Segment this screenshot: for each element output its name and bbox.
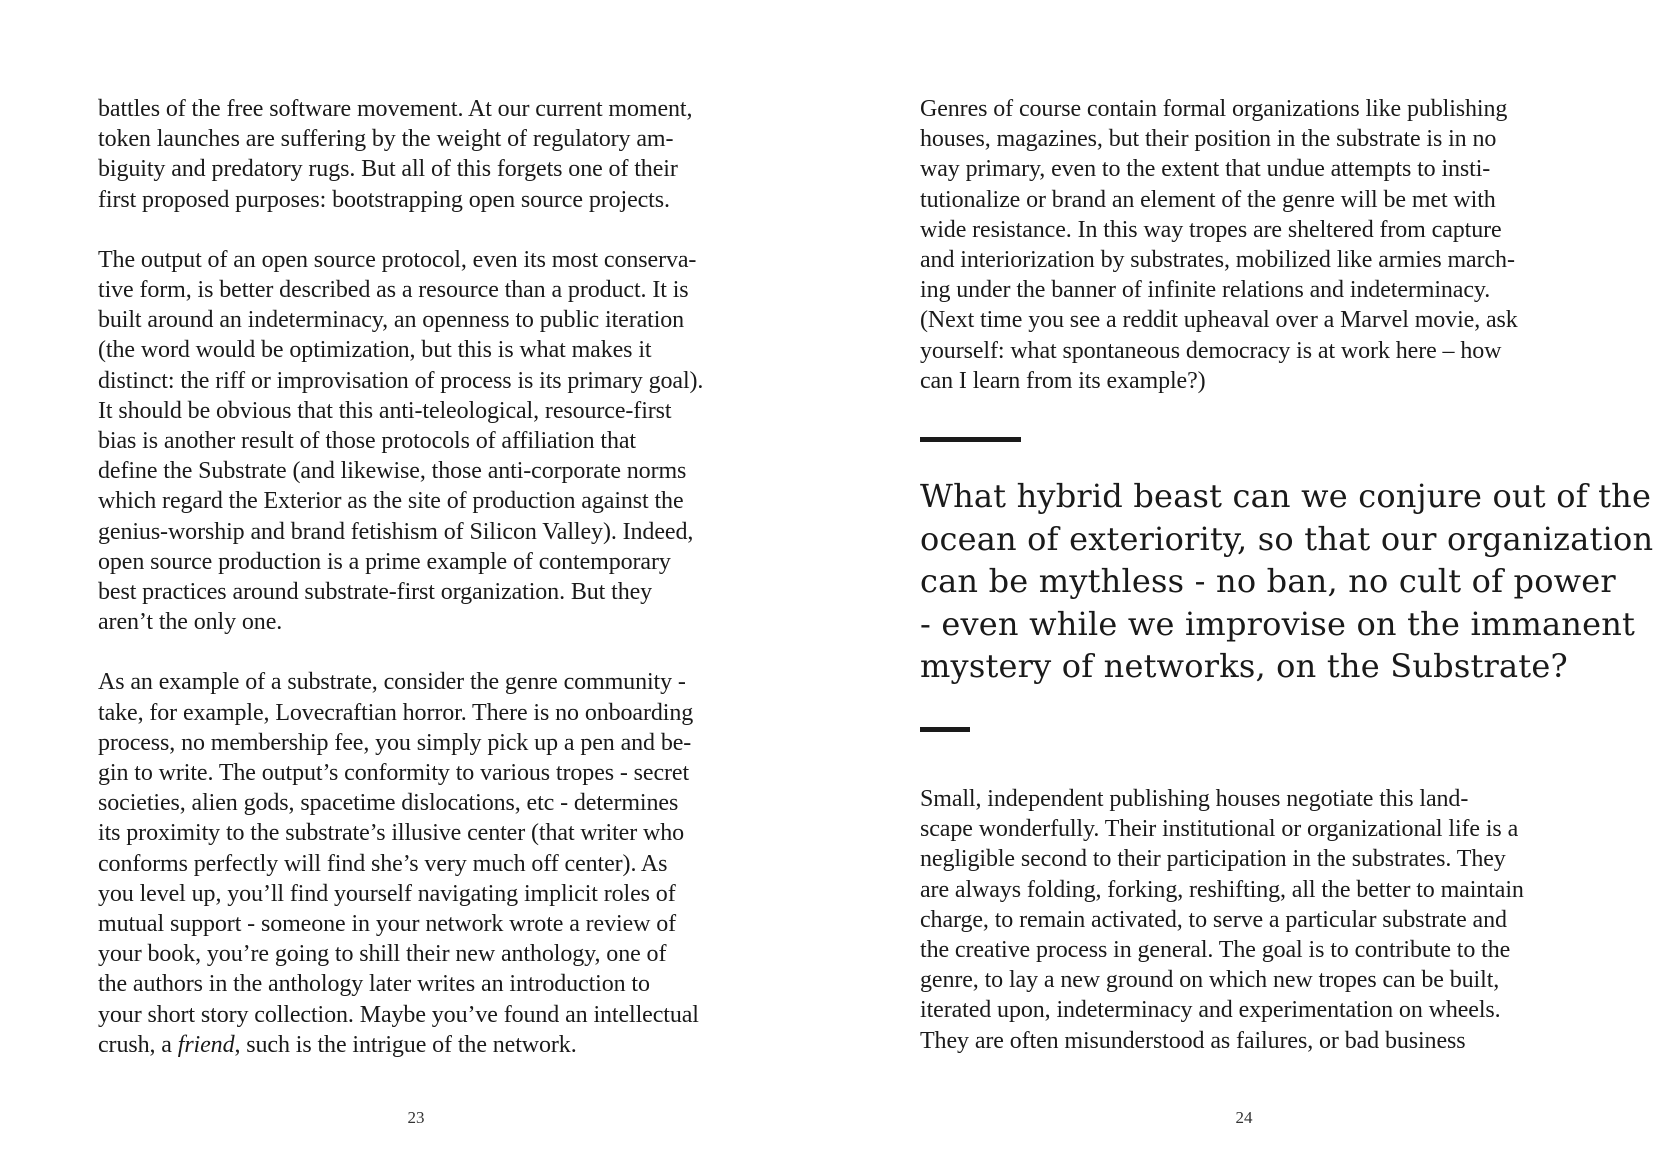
text-line: yourself: what spontaneous democracy is at work here – how: [920, 337, 1502, 364]
text-line: way primary, even to the extent that undue attempts to insti-: [920, 156, 1491, 183]
text-line: They are often misunderstood as failures, or bad business: [920, 1027, 1466, 1054]
emphasis-word: friend: [177, 1031, 235, 1058]
text-fragment: , such is the intrigue of the network.: [234, 1031, 577, 1058]
text-line: Small, independent publishing houses negotiate this land-: [920, 786, 1469, 812]
text-line: wide resistance. In this way tropes are sheltered from capture: [920, 216, 1502, 243]
text-line: first proposed purposes: bootstrapping open source projects.: [98, 186, 670, 213]
text-line: bias is another result of those protocols of affiliation that: [98, 428, 637, 455]
text-line: battles of the free software movement. At our current moment,: [98, 96, 693, 122]
right-paragraph-2: [920, 784, 1580, 1056]
text-line: Genres of course contain formal organizations like publishing: [920, 96, 1508, 122]
text-line: genre, to lay a new ground on which new tropes can be built,: [920, 967, 1500, 994]
text-line: your short story collection. Maybe you’ve found an intellectual: [98, 1001, 699, 1028]
text-line: open source production is a prime example of contemporary: [98, 548, 671, 575]
pull-quote-line: can be mythless - no ban, no cult of power: [920, 562, 1616, 600]
pull-quote-line: What hybrid beast can we conjure out of the: [920, 477, 1652, 515]
text-line: gin to write. The output’s conformity to various tropes - secret: [98, 760, 690, 787]
text-line: you level up, you’ll find yourself navigating implicit roles of: [98, 880, 676, 907]
text-line: tutionalize or brand an element of the genre will be met with: [920, 186, 1496, 213]
text-line-emphasis: [98, 1030, 738, 1060]
pull-quote-line: ocean of exteriority, so that our organization: [920, 519, 1654, 558]
left-paragraph-3: [98, 667, 738, 1060]
text-line: your book, you’re going to shill their new anthology, one of: [98, 941, 667, 968]
paragraph-gap: [98, 637, 738, 667]
page-number: 24: [1235, 1108, 1253, 1127]
page-number: 23: [407, 1108, 425, 1127]
right-page: [827, 0, 1654, 1166]
text-line: conforms perfectly will find she’s very much off center). As: [98, 850, 668, 877]
pull-quote-rule-bottom: [920, 727, 970, 732]
text-line: mutual support - someone in your network wrote a review of: [98, 911, 677, 938]
text-line: are always folding, forking, reshifting, all the better to maintain: [920, 876, 1524, 903]
text-line: scape wonderfully. Their institutional or organizational life is a: [920, 816, 1519, 843]
left-paragraph-2: [98, 245, 738, 638]
text-line: The output of an open source protocol, even its most conserva-: [98, 246, 697, 273]
text-line: its proximity to the substrate’s illusive center (that writer who: [98, 820, 685, 847]
text-line: genius-worship and brand fetishism of Silicon Valley). Indeed,: [98, 518, 694, 545]
text-line: houses, magazines, but their position in the substrate is in no: [920, 126, 1497, 153]
text-line: best practices around substrate-first organization. But they: [98, 579, 653, 606]
text-line: ing under the banner of infinite relations and indeterminacy.: [920, 277, 1491, 304]
text-line: biguity and predatory rugs. But all of this forgets one of their: [98, 156, 678, 183]
text-line: built around an indeterminacy, an openness to public iteration: [98, 307, 685, 334]
pull-quote: [920, 475, 1654, 688]
text-line: take, for example, Lovecraftian horror. There is no onboarding: [98, 699, 694, 726]
text-line: token launches are suffering by the weight of regulatory am-: [98, 126, 674, 153]
text-line: As an example of a substrate, consider the genre community -: [98, 669, 686, 696]
text-line: define the Substrate (and likewise, those anti-corporate norms: [98, 458, 687, 485]
text-line: societies, alien gods, spacetime dislocations, etc - determines: [98, 790, 679, 817]
pull-quote-rule-top: [920, 437, 1021, 442]
text-line: the creative process in general. The goal is to contribute to the: [920, 937, 1511, 964]
text-line: (Next time you see a reddit upheaval over a Marvel movie, ask: [920, 307, 1518, 334]
text-line: can I learn from its example?): [920, 367, 1206, 394]
text-line: the authors in the anthology later writes an introduction to: [98, 971, 650, 998]
text-line: charge, to remain activated, to serve a particular substrate and: [920, 906, 1507, 933]
paragraph-gap: [98, 215, 738, 245]
left-paragraph-1: [98, 94, 738, 215]
text-line: distinct: the riff or improvisation of process is its primary goal).: [98, 367, 704, 394]
text-line: (the word would be optimization, but this is what makes it: [98, 337, 652, 364]
text-line: It should be obvious that this anti-teleological, resource-first: [98, 397, 672, 424]
text-line: process, no membership fee, you simply pick up a pen and be-: [98, 729, 692, 756]
text-fragment: crush, a: [98, 1031, 178, 1058]
text-line: negligible second to their participation in the substrates. They: [920, 846, 1506, 873]
pull-quote-line: mystery of networks, on the Substrate?: [920, 647, 1568, 685]
text-line: and interiorization by substrates, mobilized like armies march-: [920, 247, 1515, 274]
text-line: tive form, is better described as a resource than a product. It is: [98, 277, 689, 304]
text-line: which regard the Exterior as the site of production against the: [98, 488, 684, 515]
text-line: iterated upon, indeterminacy and experimentation on wheels.: [920, 997, 1501, 1024]
left-page-text: [98, 94, 738, 1060]
pull-quote-line: - even while we improvise on the immanent: [920, 604, 1636, 643]
text-line: aren’t the only one.: [98, 609, 283, 636]
right-paragraph-1: [920, 94, 1580, 396]
